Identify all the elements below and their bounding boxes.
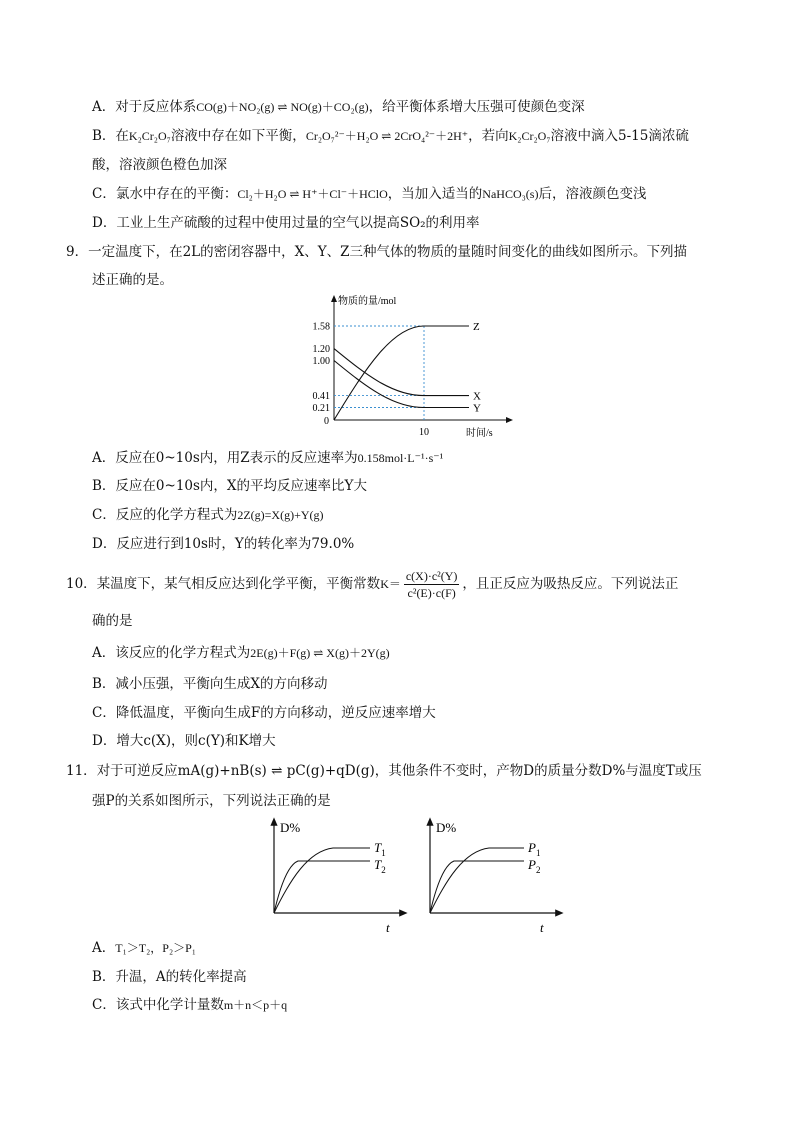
q11-stem: 11．对于可逆反应mA(g)+nB(s) ⇌ pC(g)+qD(g)，其他条件不变时，产物D的质量分数D%与温度T或压 xyxy=(66,763,702,779)
q10-option-b[interactable]: B．减小压强，平衡向生成X的方向移动 xyxy=(92,676,328,692)
curve-p1 xyxy=(430,848,524,913)
label-t1: $T_1$ xyxy=(374,840,386,858)
q11-stem-cont: 强P的关系如图所示，下列说法正确的是 xyxy=(92,793,331,809)
q9-curve-y xyxy=(334,361,469,408)
curve-t1 xyxy=(274,848,370,913)
q11-pressure-chart xyxy=(416,815,566,940)
q9-y-tick-label: 1.20 xyxy=(312,344,330,356)
q10-option-c[interactable]: C．降低温度，平衡向生成F的方向移动，逆反应速率增大 xyxy=(92,705,436,721)
label-p1: $P_1$ xyxy=(528,840,541,858)
q11-left-y-label: D% xyxy=(280,820,301,835)
equilibrium-constant-fraction: $\frac{\text{c(X)·c²(Y)}}{\text{c²(E)·c(F)}}$ xyxy=(405,569,458,600)
q9-x-tick-label: 10 xyxy=(419,427,429,438)
q9-y-tick-label: 1.00 xyxy=(312,356,330,367)
label-p2: $P_2$ xyxy=(528,857,541,875)
q9-origin-label: 0 xyxy=(324,416,329,427)
q11-option-a[interactable]: A．T₁＞T₂，P₂＞P₁ xyxy=(92,940,196,956)
q9-option-a[interactable]: A．反应在0~10s内，用Z表示的反应速率为0.158mol·L⁻¹·s⁻¹ xyxy=(92,450,444,466)
q9-option-c[interactable]: C．反应的化学方程式为2Z(g)=X(g)+Y(g) xyxy=(92,507,324,523)
q9-option-b[interactable]: B．反应在0~10s内，X的平均反应速率比Y大 xyxy=(92,478,367,494)
q9-y-label: 物质的量/mol xyxy=(338,296,397,307)
q9-stem-cont: 述正确的是。 xyxy=(92,272,173,288)
q9-chart xyxy=(290,292,520,442)
q10-option-d[interactable]: D．增大c(X)，则c(Y)和K增大 xyxy=(92,733,276,749)
q9-y-tick-label: 0.41 xyxy=(312,391,330,403)
q8-option-b[interactable]: B．在K₂Cr₂O₇溶液中存在如下平衡，Cr₂O₇²⁻＋H₂O ⇌ 2CrO₄²⁻＋2H⁺，若向K₂Cr₂O₇溶液中滴入5-15滴浓硫 xyxy=(92,128,689,144)
q9-x-label: 时间/s xyxy=(466,428,493,439)
q11-right-x-label: t xyxy=(540,920,544,935)
q9-stem: 9．一定温度下，在2L的密闭容器中，X、Y、Z三种气体的物质的量随时间变化的曲线如图所示。下列描 xyxy=(66,244,688,260)
q9-curve-label-y: Y xyxy=(473,402,481,415)
q9-option-d[interactable]: D．反应进行到10s时，Y的转化率为79.0% xyxy=(92,536,355,552)
q10-stem: 10．某温度下，某气相反应达到化学平衡，平衡常数K＝ $\frac{\text{c(X)·c²(Y)}}{\text{c²(E)·c(F)}}$ ，且正反应为吸热反应。下列说法正 xyxy=(66,569,679,600)
q9-y-tick-label: 1.58 xyxy=(312,321,330,333)
q8-option-a[interactable]: A．对于反应体系CO(g)＋NO₂(g) ⇌ NO(g)＋CO₂(g)，给平衡体系增大压强可使颜色变深 xyxy=(92,99,585,115)
q8-option-c[interactable]: C．氯水中存在的平衡：Cl₂＋H₂O ⇌ H⁺＋Cl⁻＋HClO，当加入适当的NaHCO₃(s)后，溶液颜色变浅 xyxy=(92,186,647,202)
q11-option-b[interactable]: B．升温，A的转化率提高 xyxy=(92,969,247,985)
q10-option-a[interactable]: A．该反应的化学方程式为2E(g)＋F(g) ⇌ X(g)＋2Y(g) xyxy=(92,645,390,661)
q8-option-b-cont: 酸，溶液颜色橙色加深 xyxy=(92,157,227,173)
q11-temperature-chart xyxy=(258,815,408,940)
q9-curve-label-z: Z xyxy=(473,320,480,333)
q9-y-tick-label: 0.21 xyxy=(312,403,330,415)
q11-option-c[interactable]: C．该式中化学计量数m＋n＜p＋q xyxy=(92,997,288,1013)
q8-option-d[interactable]: D．工业上生产硫酸的过程中使用过量的空气以提高SO₂的利用率 xyxy=(92,215,480,231)
q9-curve-label-x: X xyxy=(473,390,481,403)
q9-curve-z xyxy=(334,326,469,420)
label-t2: $T_2$ xyxy=(374,857,386,875)
q10-stem-cont: 确的是 xyxy=(92,613,133,629)
q11-right-y-label: D% xyxy=(436,820,457,835)
q11-left-x-label: t xyxy=(386,920,390,935)
